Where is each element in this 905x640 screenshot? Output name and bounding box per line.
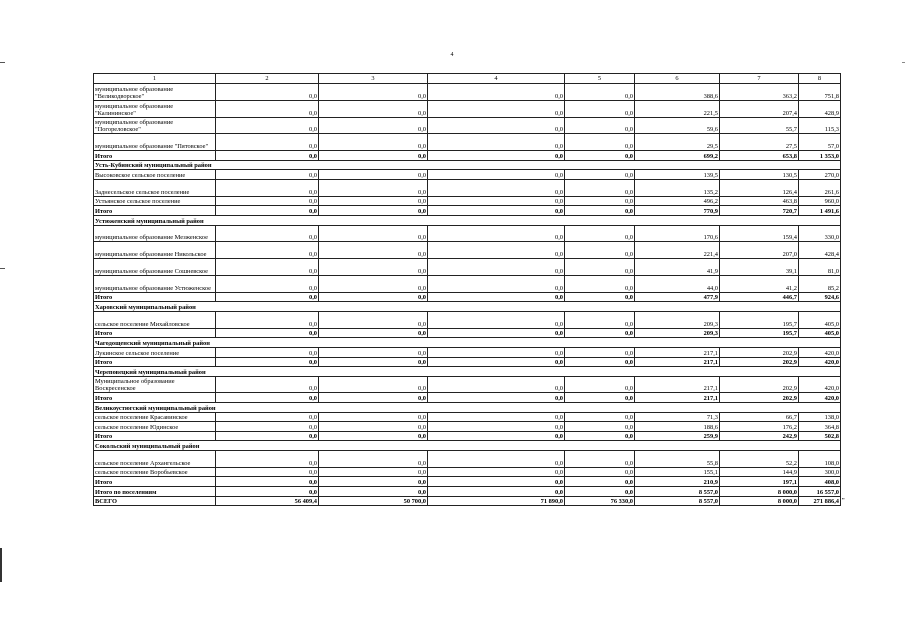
value-cell: 0,0	[319, 117, 428, 134]
value-cell: 210,9	[635, 477, 720, 487]
value-cell: 0,0	[319, 170, 428, 180]
value-cell: 0,0	[565, 328, 635, 338]
value-cell: 0,0	[565, 100, 635, 117]
value-cell: 0,0	[319, 422, 428, 432]
value-cell: 0,0	[565, 259, 635, 276]
value-cell: 0,0	[428, 347, 565, 357]
table-row	[94, 242, 841, 259]
value-cell: 0,0	[565, 179, 635, 196]
table-row	[94, 134, 841, 151]
total-label: Итого по поселениям	[94, 487, 216, 497]
settlement-name: сельское поселение Архангельское	[94, 451, 216, 468]
value-cell: 0,0	[319, 328, 428, 338]
district-header-row	[94, 215, 841, 225]
value-cell: 0,0	[319, 134, 428, 151]
settlement-name: Муниципальное образование Воскресенское	[94, 376, 216, 393]
value-cell: 0,0	[565, 376, 635, 393]
value-cell: 155,1	[635, 467, 720, 477]
column-header: 1	[94, 74, 216, 84]
table-row	[94, 412, 841, 422]
value-cell: 202,9	[720, 376, 799, 393]
value-cell: 0,0	[319, 412, 428, 422]
value-cell: 135,2	[635, 179, 720, 196]
total-row	[94, 477, 841, 487]
value-cell: 0,0	[428, 179, 565, 196]
value-cell: 0,0	[216, 206, 319, 216]
total-row	[94, 292, 841, 302]
total-label: Итого	[94, 328, 216, 338]
value-cell: 0,0	[428, 431, 565, 441]
value-cell: 139,5	[635, 170, 720, 180]
value-cell: 300,0	[799, 467, 841, 477]
settlement-name: сельское поселение Воробьевское	[94, 467, 216, 477]
value-cell: 8 000,0	[720, 496, 799, 506]
table-row	[94, 179, 841, 196]
settlement-name: муниципальное образование "Пятовское"	[94, 134, 216, 151]
value-cell: 207,0	[720, 242, 799, 259]
value-cell: 0,0	[319, 259, 428, 276]
value-cell: 217,1	[635, 393, 720, 403]
district-name: Череповецкий муниципальный район	[94, 367, 841, 377]
value-cell: 405,0	[799, 311, 841, 328]
total-row	[94, 206, 841, 216]
value-cell: 0,0	[428, 170, 565, 180]
value-cell: 0,0	[319, 242, 428, 259]
total-row	[94, 431, 841, 441]
value-cell: 44,0	[635, 275, 720, 292]
value-cell: 0,0	[428, 275, 565, 292]
value-cell: 0,0	[216, 357, 319, 367]
page-number: 4	[450, 52, 454, 58]
value-cell: 0,0	[428, 134, 565, 151]
value-cell: 0,0	[319, 477, 428, 487]
value-cell: 209,3	[635, 311, 720, 328]
value-cell: 0,0	[319, 347, 428, 357]
value-cell: 699,2	[635, 151, 720, 161]
value-cell: 0,0	[565, 357, 635, 367]
district-header-row	[94, 441, 841, 451]
value-cell: 0,0	[216, 100, 319, 117]
value-cell: 0,0	[216, 376, 319, 393]
value-cell: 0,0	[216, 477, 319, 487]
column-number-row	[94, 74, 841, 84]
value-cell: 0,0	[565, 151, 635, 161]
district-header-row	[94, 338, 841, 348]
settlement-name: муниципальное образование Никольское	[94, 242, 216, 259]
value-cell: 428,9	[799, 100, 841, 117]
value-cell: 0,0	[216, 225, 319, 242]
table-row	[94, 117, 841, 134]
value-cell: 0,0	[565, 393, 635, 403]
table-body	[94, 84, 845, 506]
value-cell: 8 000,0	[720, 487, 799, 497]
value-cell: 0,0	[319, 179, 428, 196]
value-cell: 363,2	[720, 84, 799, 101]
value-cell: 108,0	[799, 451, 841, 468]
settlement-name: муниципальное образование Устюженское	[94, 275, 216, 292]
total-label: Итого	[94, 431, 216, 441]
value-cell: 261,6	[799, 179, 841, 196]
value-cell: 197,1	[720, 477, 799, 487]
value-cell: 0,0	[216, 487, 319, 497]
value-cell: 217,1	[635, 357, 720, 367]
value-cell: 0,0	[565, 347, 635, 357]
value-cell: 209,3	[635, 328, 720, 338]
table-row	[94, 84, 841, 101]
table-row	[94, 376, 841, 393]
value-cell: 0,0	[216, 347, 319, 357]
settlement-name: муниципальное образование Мезженское	[94, 225, 216, 242]
value-cell: 0,0	[319, 196, 428, 206]
value-cell: 408,0	[799, 477, 841, 487]
value-cell: 0,0	[216, 151, 319, 161]
value-cell: 0,0	[428, 100, 565, 117]
value-cell: 0,0	[216, 117, 319, 134]
table-row	[94, 259, 841, 276]
column-header: 4	[428, 74, 565, 84]
total-label: ВСЕГО	[94, 496, 216, 506]
value-cell: 59,6	[635, 117, 720, 134]
value-cell: 0,0	[319, 275, 428, 292]
value-cell: 221,5	[635, 100, 720, 117]
value-cell: 41,9	[635, 259, 720, 276]
value-cell: 0,0	[319, 431, 428, 441]
value-cell: 653,8	[720, 151, 799, 161]
value-cell: 0,0	[216, 275, 319, 292]
settlement-name: Высоковское сельское поселение	[94, 170, 216, 180]
table-row	[94, 170, 841, 180]
value-cell: 76 330,0	[565, 496, 635, 506]
value-cell: 126,4	[720, 179, 799, 196]
total-row	[94, 393, 841, 403]
value-cell: 71,3	[635, 412, 720, 422]
value-cell: 71 890,0	[428, 496, 565, 506]
value-cell: 27,5	[720, 134, 799, 151]
value-cell: 420,0	[799, 393, 841, 403]
district-name: Харовский муниципальный район	[94, 302, 841, 312]
value-cell: 0,0	[428, 84, 565, 101]
value-cell: 159,4	[720, 225, 799, 242]
value-cell: 496,2	[635, 196, 720, 206]
value-cell: 420,0	[799, 347, 841, 357]
trailing-quote-mark: "	[841, 496, 845, 504]
value-cell: 0,0	[216, 431, 319, 441]
value-cell: 770,9	[635, 206, 720, 216]
value-cell: 0,0	[428, 412, 565, 422]
value-cell: 52,2	[720, 451, 799, 468]
settlement-name: муниципальное образование "Погореловское"	[94, 117, 216, 134]
value-cell: 138,0	[799, 412, 841, 422]
value-cell: 0,0	[565, 412, 635, 422]
district-name: Чагодощенский муниципальный район	[94, 338, 841, 348]
total-row	[94, 487, 841, 497]
value-cell: 0,0	[565, 117, 635, 134]
value-cell: 0,0	[428, 422, 565, 432]
value-cell: 0,0	[565, 292, 635, 302]
value-cell: 0,0	[428, 477, 565, 487]
value-cell: 0,0	[319, 487, 428, 497]
total-label: Итого	[94, 477, 216, 487]
table-row	[94, 467, 841, 477]
value-cell: 0,0	[565, 206, 635, 216]
total-label: Итого	[94, 151, 216, 161]
value-cell: 420,0	[799, 357, 841, 367]
table-row	[94, 311, 841, 328]
settlement-name: Заднесельское сельское поселение	[94, 179, 216, 196]
value-cell: 55,8	[635, 451, 720, 468]
value-cell: 8 557,0	[635, 487, 720, 497]
value-cell: 0,0	[319, 467, 428, 477]
value-cell: 0,0	[565, 431, 635, 441]
value-cell: 0,0	[428, 467, 565, 477]
settlement-name: муниципальное образование "Великодворское"	[94, 84, 216, 101]
settlement-name: муниципальное образование Сошневское	[94, 259, 216, 276]
table-row	[94, 275, 841, 292]
value-cell: 0,0	[428, 117, 565, 134]
value-cell: 0,0	[319, 151, 428, 161]
table-row	[94, 422, 841, 432]
value-cell: 39,1	[720, 259, 799, 276]
value-cell: 176,2	[720, 422, 799, 432]
value-cell: 271 886,4 "	[799, 496, 841, 506]
value-cell: 0,0	[319, 311, 428, 328]
total-label: Итого	[94, 357, 216, 367]
value-cell: 428,4	[799, 242, 841, 259]
value-cell: 0,0	[216, 179, 319, 196]
district-name: Усть-Кубинский муниципальный район	[94, 160, 841, 170]
value-cell: 0,0	[216, 467, 319, 477]
value-cell: 195,7	[720, 328, 799, 338]
value-cell: 242,9	[720, 431, 799, 441]
column-header: 8	[799, 74, 841, 84]
value-cell: 0,0	[216, 196, 319, 206]
value-cell: 0,0	[319, 100, 428, 117]
value-cell: 405,0	[799, 328, 841, 338]
value-cell: 0,0	[565, 451, 635, 468]
value-cell: 0,0	[565, 170, 635, 180]
value-cell: 188,6	[635, 422, 720, 432]
value-cell: 0,0	[428, 357, 565, 367]
total-label: Итого	[94, 206, 216, 216]
district-header-row	[94, 302, 841, 312]
value-cell: 0,0	[565, 467, 635, 477]
value-cell: 170,6	[635, 225, 720, 242]
value-cell: 130,5	[720, 170, 799, 180]
value-cell: 0,0	[216, 328, 319, 338]
value-cell: 55,7	[720, 117, 799, 134]
settlement-name: сельское поселение Красавинское	[94, 412, 216, 422]
value-cell: 463,8	[720, 196, 799, 206]
value-cell: 217,1	[635, 376, 720, 393]
value-cell: 0,0	[428, 451, 565, 468]
district-name: Великоустюгский муниципальный район	[94, 403, 841, 413]
value-cell: 0,0	[319, 292, 428, 302]
total-label: Итого	[94, 393, 216, 403]
value-cell: 0,0	[565, 134, 635, 151]
table-row	[94, 196, 841, 206]
scan-margin-mark	[0, 62, 5, 63]
column-header: 3	[319, 74, 428, 84]
value-cell: 202,9	[720, 357, 799, 367]
value-cell: 0,0	[428, 487, 565, 497]
value-cell: 85,2	[799, 275, 841, 292]
value-cell: 56 409,4	[216, 496, 319, 506]
value-cell: 0,0	[216, 259, 319, 276]
total-row	[94, 328, 841, 338]
table-row	[94, 347, 841, 357]
district-name: Устюженский муниципальный район	[94, 215, 841, 225]
value-cell: 0,0	[319, 206, 428, 216]
value-cell: 8 557,0	[635, 496, 720, 506]
value-cell: 0,0	[216, 451, 319, 468]
value-cell: 0,0	[428, 196, 565, 206]
column-header: 6	[635, 74, 720, 84]
total-row	[94, 496, 841, 506]
value-cell: 1 353,0	[799, 151, 841, 161]
value-cell: 0,0	[428, 225, 565, 242]
settlement-name: сельское поселение Михайловское	[94, 311, 216, 328]
value-cell: 259,9	[635, 431, 720, 441]
table-row	[94, 451, 841, 468]
district-name: Сокольский муниципальный район	[94, 441, 841, 451]
value-cell: 0,0	[428, 206, 565, 216]
budget-distribution-table	[93, 73, 845, 506]
value-cell: 115,3	[799, 117, 841, 134]
value-cell: 0,0	[428, 151, 565, 161]
settlement-name: муниципальное образование "Калининское"	[94, 100, 216, 117]
value-cell: 0,0	[216, 134, 319, 151]
value-cell: 16 557,0	[799, 487, 841, 497]
value-cell: 924,6	[799, 292, 841, 302]
value-cell: 0,0	[565, 84, 635, 101]
total-label: Итого	[94, 292, 216, 302]
value-cell: 0,0	[428, 393, 565, 403]
total-row	[94, 151, 841, 161]
value-cell: 195,7	[720, 311, 799, 328]
column-header: 7	[720, 74, 799, 84]
value-cell: 0,0	[319, 84, 428, 101]
value-cell: 446,7	[720, 292, 799, 302]
value-cell: 144,9	[720, 467, 799, 477]
district-header-row	[94, 403, 841, 413]
value-cell: 0,0	[565, 311, 635, 328]
table-row	[94, 225, 841, 242]
value-cell: 751,8	[799, 84, 841, 101]
value-cell: 0,0	[428, 259, 565, 276]
value-cell: 0,0	[428, 242, 565, 259]
value-cell: 720,7	[720, 206, 799, 216]
value-cell: 50 700,0	[319, 496, 428, 506]
column-header: 5	[565, 74, 635, 84]
value-cell: 0,0	[565, 275, 635, 292]
district-header-row	[94, 160, 841, 170]
scan-margin-mark	[0, 268, 5, 269]
value-cell: 0,0	[428, 311, 565, 328]
value-cell: 81,0	[799, 259, 841, 276]
value-cell: 202,9	[720, 393, 799, 403]
value-cell: 420,0	[799, 376, 841, 393]
table-row	[94, 100, 841, 117]
value-cell: 388,6	[635, 84, 720, 101]
value-cell: 0,0	[216, 412, 319, 422]
value-cell: 0,0	[319, 393, 428, 403]
value-cell: 0,0	[428, 328, 565, 338]
value-cell: 0,0	[565, 422, 635, 432]
value-cell: 960,0	[799, 196, 841, 206]
value-cell: 221,4	[635, 242, 720, 259]
value-cell: 0,0	[319, 451, 428, 468]
value-cell: 270,0	[799, 170, 841, 180]
value-cell: 0,0	[216, 242, 319, 259]
value-cell: 0,0	[565, 487, 635, 497]
value-cell: 0,0	[216, 84, 319, 101]
value-cell: 0,0	[319, 376, 428, 393]
value-cell: 202,9	[720, 347, 799, 357]
scan-margin-bar	[0, 548, 2, 582]
value-cell: 0,0	[565, 477, 635, 487]
value-cell: 0,0	[216, 311, 319, 328]
value-cell: 0,0	[319, 357, 428, 367]
value-cell: 0,0	[216, 422, 319, 432]
value-cell: 0,0	[565, 196, 635, 206]
value-cell: 0,0	[216, 170, 319, 180]
settlement-name: Лукинское сельское поселение	[94, 347, 216, 357]
value-cell: 66,7	[720, 412, 799, 422]
value-cell: 330,0	[799, 225, 841, 242]
value-cell: 41,2	[720, 275, 799, 292]
value-cell: 477,9	[635, 292, 720, 302]
value-cell: 0,0	[216, 393, 319, 403]
value-cell: 0,0	[428, 376, 565, 393]
value-cell: 0,0	[319, 225, 428, 242]
value-cell: 29,5	[635, 134, 720, 151]
value-cell: 217,1	[635, 347, 720, 357]
value-cell: 57,0	[799, 134, 841, 151]
value-cell: 502,8	[799, 431, 841, 441]
value-cell: 364,8	[799, 422, 841, 432]
value-cell: 0,0	[565, 242, 635, 259]
value-cell: 0,0	[428, 292, 565, 302]
value-cell: 0,0	[216, 292, 319, 302]
value-cell: 0,0	[565, 225, 635, 242]
value-cell: 207,4	[720, 100, 799, 117]
settlement-name: сельское поселение Юдинское	[94, 422, 216, 432]
settlement-name: Устьянское сельское поселение	[94, 196, 216, 206]
value-cell: 1 491,6	[799, 206, 841, 216]
total-row	[94, 357, 841, 367]
column-header: 2	[216, 74, 319, 84]
district-header-row	[94, 367, 841, 377]
